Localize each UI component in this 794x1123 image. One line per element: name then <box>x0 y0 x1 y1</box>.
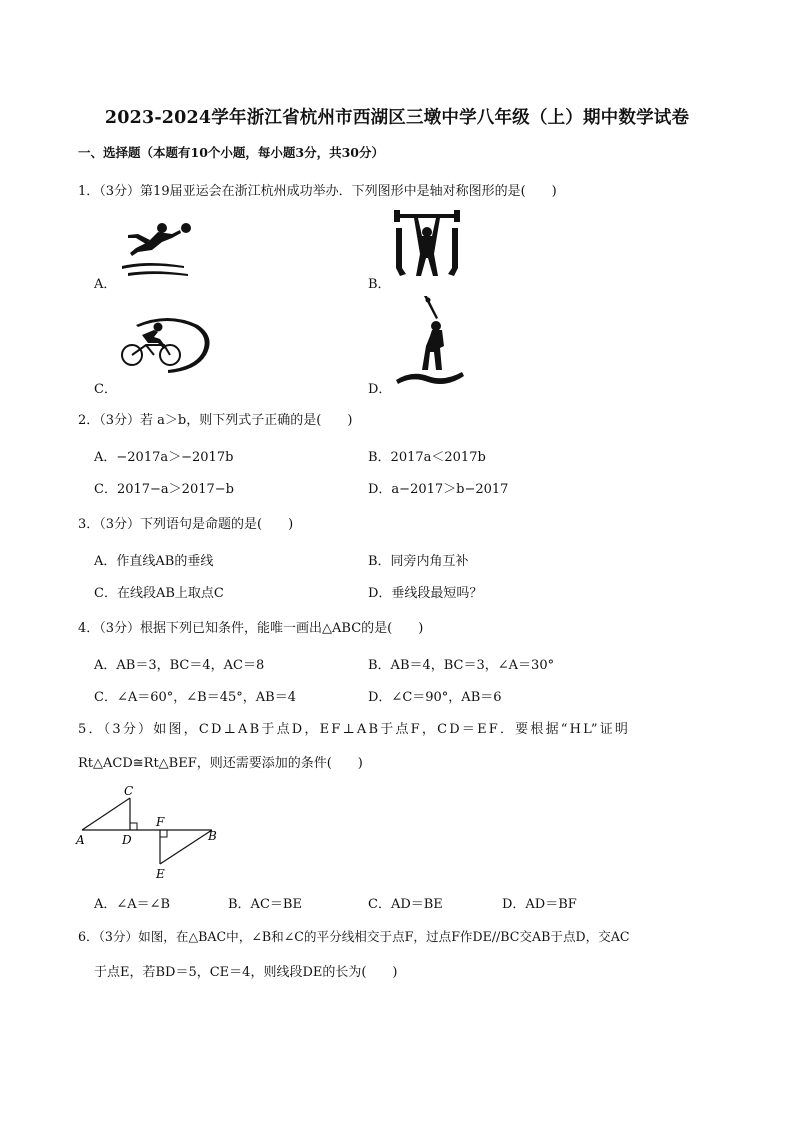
q3-option-d: D．垂线段最短吗？ <box>368 586 483 601</box>
q3-stem: 3．（3分）下列语句是命题的是( ) <box>78 517 294 532</box>
figure-label-a: A <box>76 833 85 847</box>
q2-stem: 2．（3分）若 a＞b，则下列式子正确的是( ) <box>78 413 353 428</box>
figure-label-f: F <box>156 815 165 829</box>
q2-option-a: A．−2017a＞−2017b <box>94 450 234 465</box>
q5-option-c: C．AD＝BE <box>368 897 443 912</box>
figure-label-c: C <box>124 784 134 798</box>
q5-option-a: A．∠A＝∠B <box>94 897 171 912</box>
page-title: 2023-2024学年浙江省杭州市西湖区三墩中学八年级（上）期中数学试卷 <box>104 108 690 128</box>
q3-option-b: B．同旁内角互补 <box>368 554 469 569</box>
q4-stem: 4．（3分）根据下列已知条件，能唯一画出△ABC的是( ) <box>78 621 424 636</box>
q5-stem-line2: Rt△ACD≅Rt△BEF，则还需要添加的条件( ) <box>78 756 363 771</box>
figure-label-e: E <box>156 867 165 881</box>
q5-option-d: D．AD＝BF <box>502 897 577 912</box>
q1-option-d: D． <box>368 382 392 397</box>
golfer-icon <box>394 296 470 388</box>
q6-stem-line1: 6．（3分）如图，在△BAC中，∠B和∠C的平分线相交于点F，过点F作DE//BC交AB于点D，交AC <box>78 929 630 944</box>
weightlifter-icon <box>392 210 462 282</box>
q2-option-d: D．a−2017＞b−2017 <box>368 482 509 497</box>
q5-option-b: B．AC＝BE <box>228 897 302 912</box>
q4-option-c: C．∠A＝60°，∠B＝45°，AB＝4 <box>94 690 296 705</box>
q4-option-b: B．AB＝4，BC＝3，∠A＝30° <box>368 658 555 673</box>
q6-stem-line2: 于点E，若BD＝5，CE＝4，则线段DE的长为( ) <box>94 965 398 980</box>
q2-option-c: C．2017−a＞2017−b <box>94 482 234 497</box>
q2-option-b: B．2017a＜2017b <box>368 450 486 465</box>
volleyball-player-icon <box>118 216 196 278</box>
q5-stem-line1: 5．（3分）如图，CD⊥AB于点D，EF⊥AB于点F，CD＝EF．要根据“HL”证明 <box>78 722 631 737</box>
q4-option-d: D．∠C＝90°，AB＝6 <box>368 690 502 705</box>
figure-label-b: B <box>208 829 217 843</box>
section-heading: 一、选择题（本题有10个小题，每小题3分，共30分） <box>78 145 384 160</box>
q1-stem: 1．（3分）第19届亚运会在浙江杭州成功举办．下列图形中是轴对称图形的是( ) <box>78 184 557 199</box>
cyclist-icon <box>118 315 214 375</box>
q1-option-b: B． <box>368 277 391 292</box>
q1-option-c: C． <box>94 382 117 397</box>
q1-option-a: A． <box>94 277 117 292</box>
q5-geometry-figure <box>72 782 232 882</box>
q4-option-a: A．AB＝3，BC＝4，AC＝8 <box>94 658 265 673</box>
q3-option-a: A．作直线AB的垂线 <box>94 554 214 569</box>
q3-option-c: C．在线段AB上取点C <box>94 586 224 601</box>
figure-label-d: D <box>122 833 132 847</box>
